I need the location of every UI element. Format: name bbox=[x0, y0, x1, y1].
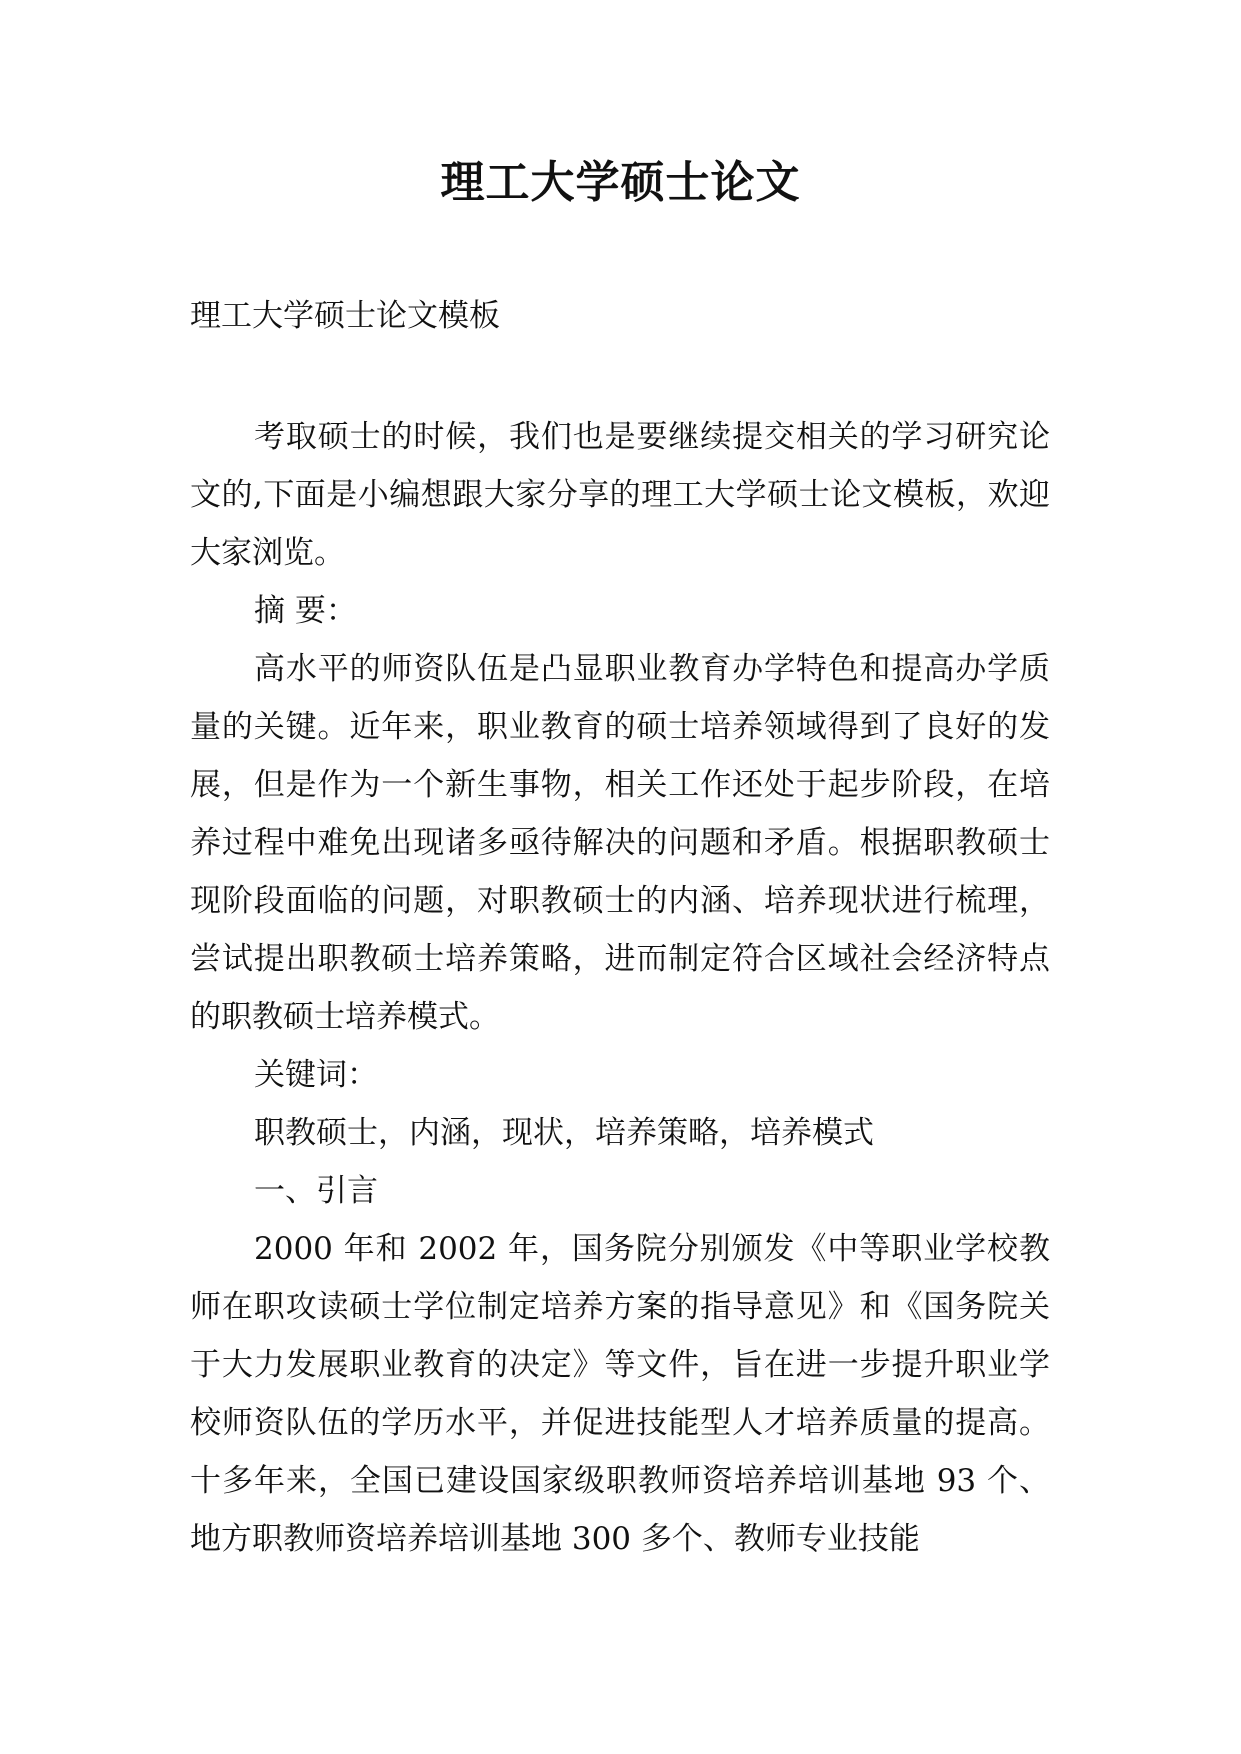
intro-paragraph: 考取硕士的时候，我们也是要继续提交相关的学习研究论文的,下面是小编想跟大家分享的理工大学硕士论文模板，欢迎大家浏览。 bbox=[190, 419, 1050, 571]
document-title: 理工大学硕士论文 bbox=[440, 157, 801, 208]
keywords-list: 职教硕士，内涵，现状，培养策略，培养模式 bbox=[254, 1115, 874, 1151]
abstract-heading: 摘 要： bbox=[254, 593, 357, 629]
abstract-paragraph: 高水平的师资队伍是凸显职业教育办学特色和提高办学质量的关键。近年来，职业教育的硕士培养领域得到了良好的发展，但是作为一个新生事物，相关工作还处于起步阶段，在培养过程中难免出现诸多亟待解决的问题和矛盾。根据职教硕士现阶段面临的问题，对职教硕士的内涵、培养现状进行梳理，尝试提出职教硕士培养策略，进而制定符合区域社会经济特点的职教硕士培养模式。 bbox=[190, 651, 1050, 1035]
document-subtitle: 理工大学硕士论文模板 bbox=[190, 298, 500, 334]
section-heading-introduction: 一、引言 bbox=[254, 1173, 378, 1209]
keywords-heading: 关键词： bbox=[254, 1057, 378, 1093]
document-body bbox=[190, 408, 1050, 1568]
introduction-paragraph: 2000 年和 2002 年，国务院分别颁发《中等职业学校教师在职攻读硕士学位制定培养方案的指导意见》和《国务院关于大力发展职业教育的决定》等文件，旨在进一步提升职业学校师资队伍的学历水平，并促进技能型人才培养质量的提高。十多年来，全国已建设国家级职教师资培养培训基地 93 个、地方职教师资培养培训基地 300 多个、教师专业技能 bbox=[190, 1231, 1050, 1557]
